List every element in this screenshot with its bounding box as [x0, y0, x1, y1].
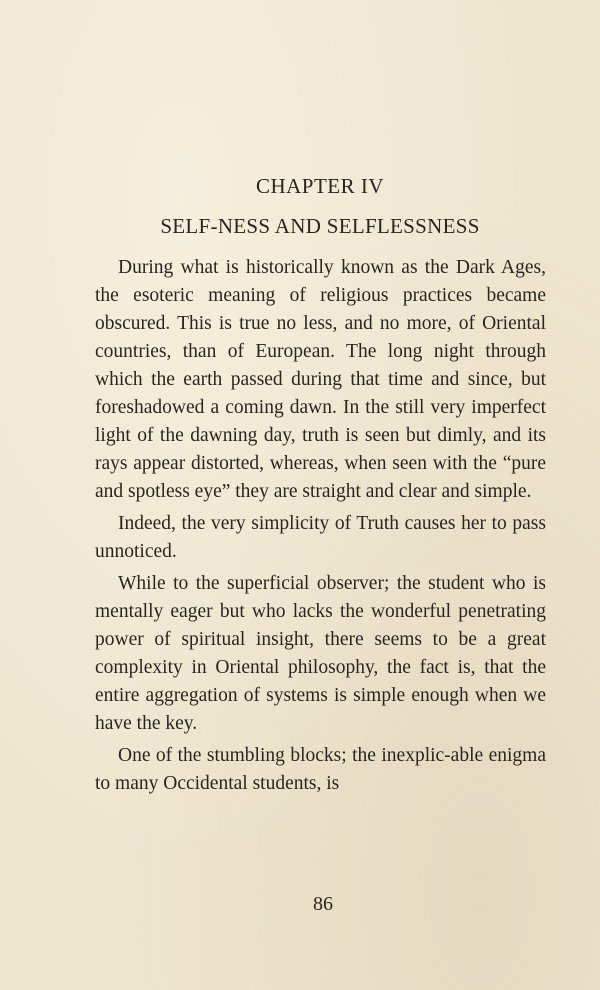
paragraph: During what is historically known as the Dark Ages, the esoteric meaning of religious practices became obscured. This is true no less, and no more, of Oriental countries, than of European. The long night through which the earth passed during that time and since, but foreshadowed a coming dawn. In the still very imperfect light of the dawning day, truth is seen but dimly, and its rays appear distorted, whereas, when seen with the “pure and spotless eye” they are straight and clear and simple.: [95, 257, 546, 502]
paragraph: Indeed, the very simplicity of Truth causes her to pass unnoticed.: [95, 513, 546, 562]
body-text: [95, 254, 546, 802]
paragraph: While to the superficial observer; the student who is mentally eager but who lacks the wonderful penetrating power of spiritual insight, there seems to be a great complexity in Oriental philosophy, the fact is, that the entire aggregation of systems is simple enough when we have the key.: [95, 573, 546, 734]
chapter-title: SELF-NESS AND SELFLESSNESS: [160, 214, 480, 238]
paragraph: One of the stumbling blocks; the inexplic-able enigma to many Occidental students, is: [95, 745, 546, 794]
page-number: 86: [313, 893, 333, 915]
chapter-number: CHAPTER IV: [255, 174, 385, 198]
